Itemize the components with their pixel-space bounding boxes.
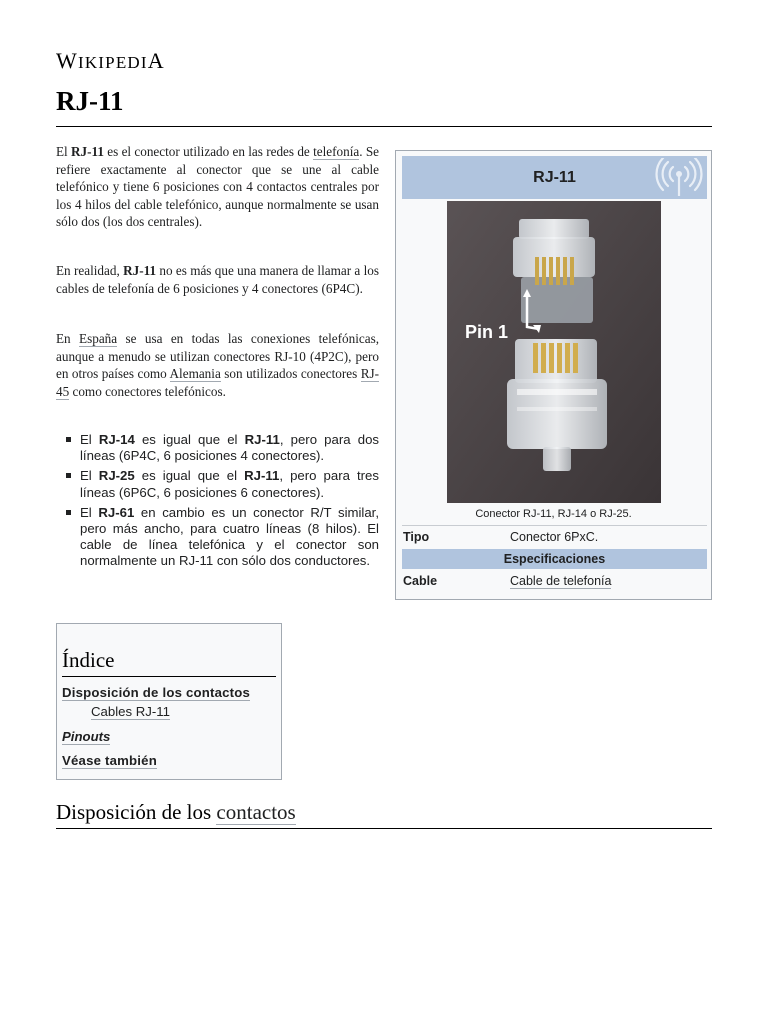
antenna-waves-icon bbox=[653, 158, 705, 196]
link-espana[interactable]: España bbox=[79, 331, 118, 346]
toc-title: Índice bbox=[62, 648, 115, 672]
infobox bbox=[395, 150, 712, 600]
connector-photo-art bbox=[447, 201, 661, 503]
pin-1-label: Pin 1 bbox=[465, 322, 509, 342]
section-divider bbox=[56, 828, 712, 829]
wikipedia-logo[interactable]: WIKIPEDIA bbox=[56, 48, 165, 73]
connector-variants-list bbox=[56, 432, 379, 574]
toc-item-pinouts[interactable]: Pinouts bbox=[62, 729, 111, 744]
intro-paragraph-1: El RJ-11 es el conector utilizado en las redes de telefonía. Se refiere exactamente al conector que se une al cable telefónico y tiene 6 posiciones con 4 contactos centrales por los 4 hilos del cable telefónico, aunque normalmente se usan sólo dos (los dos centrales). bbox=[56, 144, 380, 230]
bullet-icon bbox=[66, 510, 71, 515]
infobox-tipo-label: Tipo bbox=[403, 530, 430, 544]
infobox-cable-label: Cable bbox=[403, 574, 438, 588]
link-telefonia[interactable]: telefonía bbox=[313, 144, 360, 159]
section-heading-disposicion: Disposición de los contactos bbox=[56, 800, 296, 824]
toc-divider bbox=[62, 676, 276, 677]
title-divider bbox=[56, 126, 712, 127]
infobox-divider bbox=[402, 525, 707, 526]
link-contactos[interactable]: contactos bbox=[216, 800, 296, 824]
toc-item-cables-rj-11[interactable]: Cables RJ-11 bbox=[91, 704, 170, 719]
connector-photo[interactable] bbox=[447, 201, 661, 503]
list-item: El RJ-14 es igual que el RJ-11, pero para dos líneas (6P4C, 6 posiciones 4 conectores). bbox=[56, 432, 379, 464]
table-of-contents bbox=[56, 623, 282, 780]
page-title: RJ-11 bbox=[56, 86, 124, 116]
list-item: El RJ-25 es igual que el RJ-11, pero para tres líneas (6P6C, 6 posiciones 6 conectores). bbox=[56, 468, 379, 500]
infobox-cable-value[interactable] bbox=[510, 574, 611, 588]
toc-item-disposicion[interactable]: Disposición de los contactos bbox=[62, 685, 251, 700]
infobox-specs-header: Especificaciones bbox=[402, 549, 707, 569]
infobox-header bbox=[402, 156, 707, 199]
intro-paragraph-3: En España se usa en todas las conexiones telefónicas, aunque a menudo se utilizan conectores RJ-10 (4P2C), pero en otros países como Alemania son utilizados conectores RJ-45 como conectores telefónicos. bbox=[56, 331, 380, 399]
bullet-icon bbox=[66, 437, 71, 442]
infobox-caption: Conector RJ-11, RJ-14 o RJ-25. bbox=[475, 508, 632, 520]
intro-paragraph-2: En realidad, RJ-11 no es más que una manera de llamar a los cables de telefonía de 6 posiciones y 4 conectores (6P4C). bbox=[56, 263, 379, 296]
bullet-icon bbox=[66, 473, 71, 478]
infobox-title: RJ-11 bbox=[533, 169, 576, 186]
infobox-tipo-value: Conector 6PxC. bbox=[510, 530, 599, 544]
toc-item-vease-tambien[interactable]: Véase también bbox=[62, 753, 157, 768]
link-alemania[interactable]: Alemania bbox=[169, 366, 221, 382]
link-cable-de-telefonia[interactable]: Cable de telefonía bbox=[510, 574, 612, 588]
list-item: El RJ-61 en cambio es un conector R/T similar, pero más ancho, para cuatro líneas (8 hilos). El cable de línea telefónica y el conector son normalmente un RJ-11 con sólo dos conductores. bbox=[56, 505, 379, 570]
link-rj-45[interactable]: RJ-45 bbox=[56, 366, 380, 399]
